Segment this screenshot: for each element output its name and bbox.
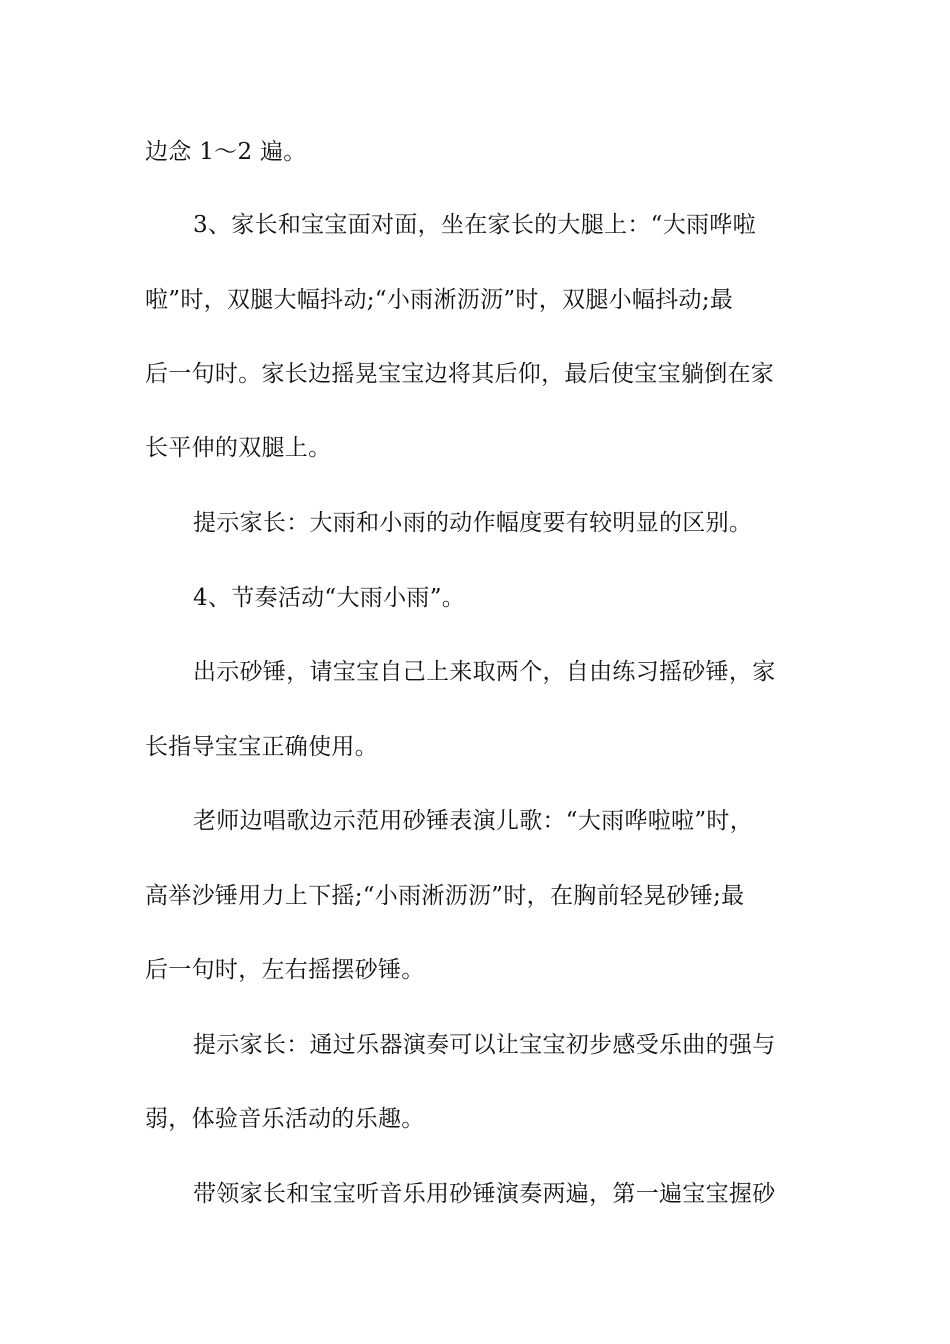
text-line-5: 长平伸的双腿上。 <box>145 435 332 461</box>
text-line-12: 后一句时，左右摇摆砂锤。 <box>145 957 425 983</box>
text-line-8: 出示砂锤，请宝宝自己上来取两个，自由练习摇砂锤，家 <box>193 659 776 685</box>
text-line-11: 高举沙锤用力上下摇;“小雨淅沥沥”时，在胸前轻晃砂锤;最 <box>145 883 745 909</box>
text-line-10: 老师边唱歌边示范用砂锤表演儿歌：“大雨哗啦啦”时， <box>193 808 754 834</box>
text-line-14: 弱，体验音乐活动的乐趣。 <box>145 1106 425 1132</box>
text-line-9: 长指导宝宝正确使用。 <box>145 734 378 760</box>
text-line-3: 啦”时，双腿大幅抖动;“小雨淅沥沥”时，双腿小幅抖动;最 <box>145 287 734 313</box>
text-line-13: 提示家长：通过乐器演奏可以让宝宝初步感受乐曲的强与 <box>193 1032 776 1058</box>
text-line-4: 后一句时。家长边摇晃宝宝边将其后仰，最后使宝宝躺倒在家 <box>145 361 775 387</box>
text-line-6: 提示家长：大雨和小雨的动作幅度要有较明显的区别。 <box>193 510 753 536</box>
text-line-1: 边念 1～2 遍。 <box>145 139 307 165</box>
text-line-15: 带领家长和宝宝听音乐用砂锤演奏两遍，第一遍宝宝握砂 <box>193 1181 776 1207</box>
text-line-2: 3、家长和宝宝面对面，坐在家长的大腿上：“大雨哗啦 <box>193 212 756 238</box>
text-line-7: 4、节奏活动“大雨小雨”。 <box>193 585 466 611</box>
